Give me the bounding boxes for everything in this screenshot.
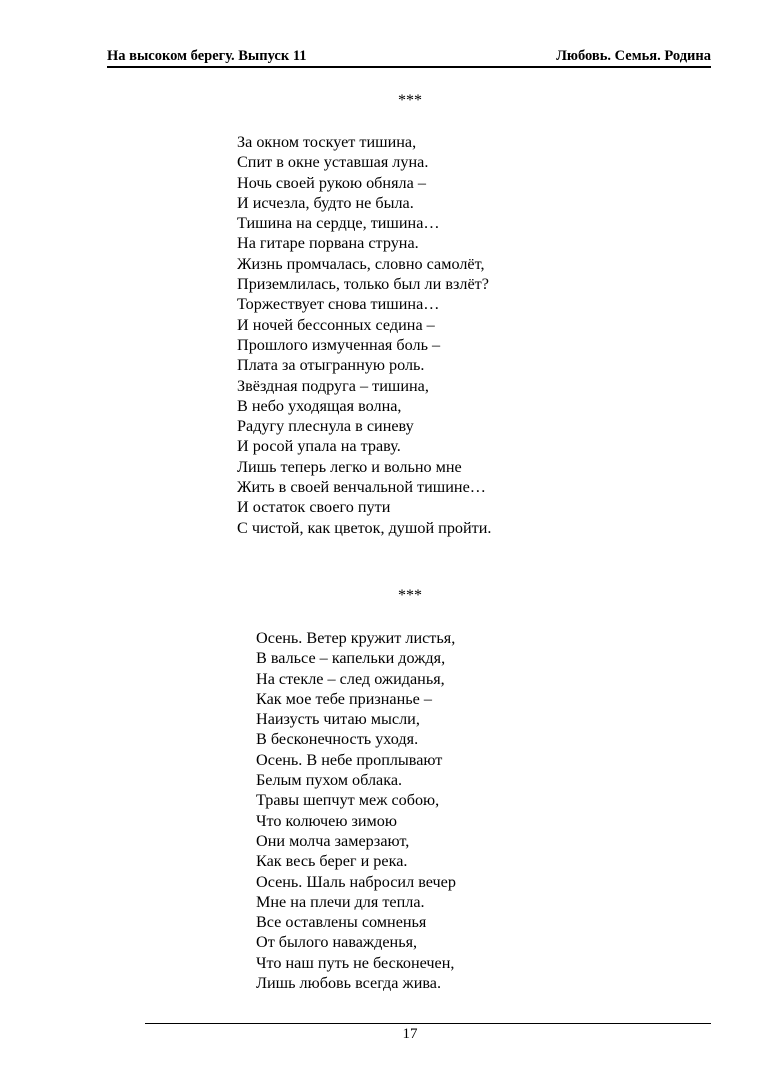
poem-1 (237, 132, 491, 538)
header-publication-title: На высоком берегу. Выпуск 11 (107, 48, 307, 64)
poem-line: На стекле – след ожиданья, (256, 669, 445, 688)
poem-separator-2: *** (398, 587, 422, 604)
poem-line: Торжествует снова тишина… (237, 295, 440, 314)
poem-separator-1: *** (398, 92, 422, 109)
poem-line: Приземлилась, только был ли взлёт? (237, 275, 489, 294)
poem-line: Все оставлены сомненья (256, 913, 427, 932)
poem-line: Радугу плеснула в синеву (237, 417, 414, 436)
poem-line: И остаток своего пути (237, 498, 391, 517)
poem-line: Ночь своей рукою обняла – (237, 173, 426, 192)
poem-line: В вальсе – капельки дождя, (256, 649, 446, 668)
poem-line: От былого наважденья, (256, 933, 418, 952)
poem-line: Они молча замерзают, (256, 831, 410, 850)
poem-line: Жить в своей венчальной тишине… (237, 478, 486, 497)
poem-line: И ночей бессонных седина – (237, 315, 435, 334)
header-rule (107, 66, 711, 68)
poem-line: Осень. Ветер кружит листья, (256, 629, 456, 647)
poem-line: Белым пухом облака. (256, 771, 403, 790)
poem-line: Тишина на сердце, тишина… (237, 214, 440, 233)
poem-line: И исчезла, будто не была. (237, 193, 414, 212)
footer-rule (145, 1023, 711, 1024)
header-section-title: Любовь. Семья. Родина (556, 48, 711, 64)
poem-line: Лишь любовь всегда жива. (256, 974, 442, 993)
poem-line: В небо уходящая волна, (237, 396, 402, 415)
running-header (107, 48, 711, 68)
page-number: 17 (402, 1026, 418, 1042)
poem-line: Жизнь промчалась, словно самолёт, (237, 254, 485, 273)
poem-line: Осень. Шаль набросил вечер (256, 872, 456, 891)
poem-line: В бесконечность уходя. (256, 730, 419, 749)
poem-line: Звёздная подруга – тишина, (237, 376, 429, 395)
poem-line: Что колючею зимою (256, 811, 397, 830)
poem-line: Лишь теперь легко и вольно мне (237, 457, 462, 476)
poem-line: Осень. В небе проплывают (256, 750, 443, 769)
poem-line: Как весь берег и река. (256, 852, 408, 871)
poem-line: Плата за отыгранную роль. (237, 356, 425, 375)
poem-line: Прошлого измученная боль – (237, 335, 441, 354)
poem-2 (256, 628, 456, 993)
poem-line: Как мое тебе признанье – (256, 689, 432, 708)
poem-line: На гитаре порвана струна. (237, 234, 419, 253)
poem-line: Спит в окне уставшая луна. (237, 153, 429, 172)
poem-line: Мне на плечи для тепла. (256, 892, 425, 911)
poem-line: Травы шепчут меж собою, (256, 791, 440, 810)
poem-line: И росой упала на траву. (237, 437, 401, 456)
poem-line: Что наш путь не бесконечен, (256, 953, 455, 972)
poem-line: За окном тоскует тишина, (237, 133, 417, 151)
poem-line: С чистой, как цветок, душой пройти. (237, 518, 492, 537)
poem-line: Наизусть читаю мысли, (256, 710, 420, 729)
